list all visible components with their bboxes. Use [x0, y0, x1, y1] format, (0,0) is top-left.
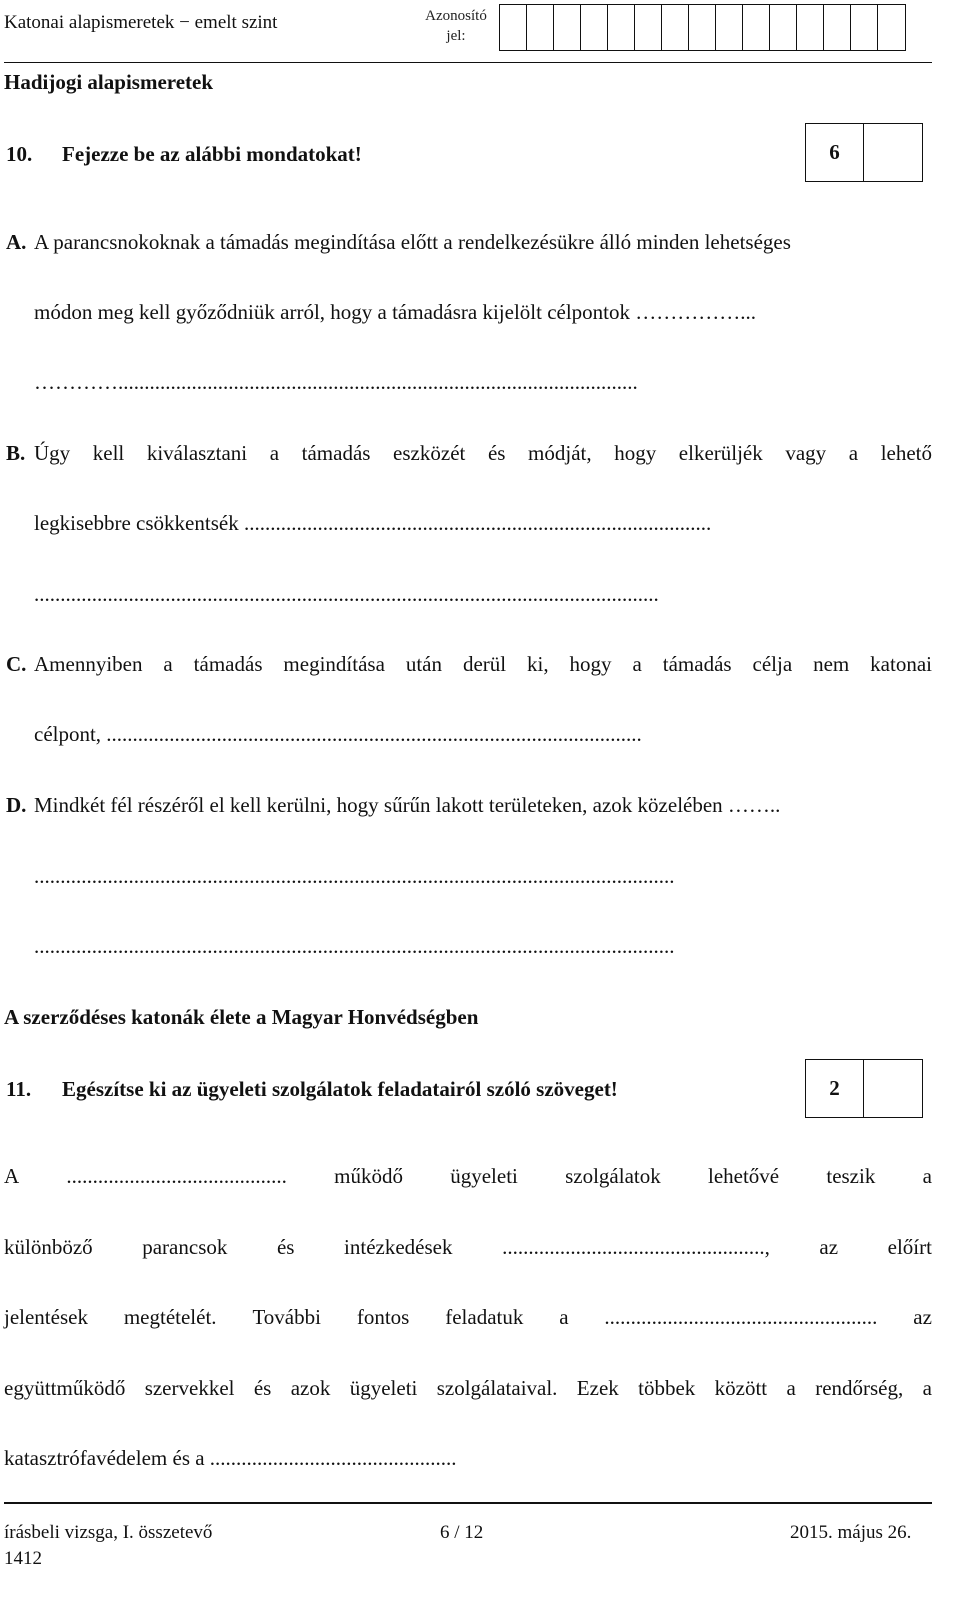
section-title: Hadijogi alapismeretek: [4, 70, 214, 94]
item-label: B.: [6, 441, 26, 465]
paragraph-line: együttműködő szervekkel és azok ügyeleti szolgálataival. Ezek többek között a rendőrség, a: [4, 1376, 932, 1400]
footer-left: írásbeli vizsga, I. összetevő: [4, 1522, 213, 1543]
id-box[interactable]: [527, 5, 554, 50]
footer-divider: [4, 1502, 932, 1504]
paragraph-line: különböző parancsok és intézkedések .................................................., az előírt: [4, 1235, 932, 1259]
id-box[interactable]: [581, 5, 608, 50]
item-label: A.: [6, 230, 27, 254]
answer-line[interactable]: ..........................................................................................................................: [34, 934, 675, 958]
id-box[interactable]: [824, 5, 851, 50]
id-box[interactable]: [662, 5, 689, 50]
id-box[interactable]: [797, 5, 824, 50]
item-text: célpont, ......................................................................................................: [34, 722, 642, 746]
earned-points-field[interactable]: [864, 1060, 922, 1117]
item-text: A parancsnokoknak a támadás megindítása előtt a rendelkezésükre álló minden lehetséges: [34, 230, 791, 254]
score-box[interactable]: [805, 1059, 923, 1118]
blank[interactable]: ....................................................: [604, 1305, 878, 1329]
max-points: 2: [806, 1060, 864, 1117]
blank[interactable]: ..........................................: [66, 1164, 287, 1188]
score-box[interactable]: [805, 123, 923, 182]
max-points: 6: [806, 124, 864, 181]
item-label: D.: [6, 793, 27, 817]
item-text: Amennyiben a támadás megindítása után derül ki, hogy a támadás célja nem katonai: [34, 652, 932, 676]
id-box[interactable]: [500, 5, 527, 50]
id-box[interactable]: [851, 5, 878, 50]
answer-line[interactable]: ..........................................................................................................................: [34, 864, 675, 888]
header-divider: [4, 62, 932, 63]
section-title: A szerződéses katonák élete a Magyar Honvédségben: [4, 1005, 479, 1029]
answer-line[interactable]: …………...................................................................................................: [34, 370, 638, 394]
page-number: 6 / 12: [440, 1522, 484, 1543]
question-number: 11.: [6, 1077, 32, 1101]
item-text: Úgy kell kiválasztani a támadás eszközét és módját, hogy elkerüljék vagy a lehető: [34, 441, 932, 465]
item-text: legkisebbre csökkentsék .........................................................................................: [34, 511, 712, 535]
item-label: C.: [6, 652, 27, 676]
footer-code: 1412: [4, 1548, 42, 1569]
id-box[interactable]: [878, 5, 905, 50]
paragraph-line: jelentések megtételét. További fontos feladatuk a .................................................... az: [4, 1305, 932, 1329]
blank[interactable]: ..................................................,: [502, 1235, 770, 1259]
item-text: módon meg kell győződniük arról, hogy a támadásra kijelölt célpontok ……………...: [34, 300, 757, 324]
question-prompt: Fejezze be az alábbi mondatokat!: [62, 142, 362, 166]
id-box-grid[interactable]: [499, 4, 906, 51]
id-box[interactable]: [608, 5, 635, 50]
id-box[interactable]: [689, 5, 716, 50]
earned-points-field[interactable]: [864, 124, 922, 181]
paragraph-line: A .......................................... működő ügyeleti szolgálatok lehetővé teszik a: [4, 1164, 932, 1188]
question-prompt: Egészítse ki az ügyeleti szolgálatok feladatairól szóló szöveget!: [62, 1077, 618, 1101]
id-box[interactable]: [716, 5, 743, 50]
question-number: 10.: [6, 142, 33, 166]
id-box[interactable]: [554, 5, 581, 50]
id-label: Azonosító jel:: [425, 8, 487, 44]
paragraph-line: katasztrófavédelem és a ...............................................: [4, 1446, 457, 1470]
id-box[interactable]: [770, 5, 797, 50]
id-box[interactable]: [635, 5, 662, 50]
id-box[interactable]: [743, 5, 770, 50]
header-title: Katonai alapismeretek − emelt szint: [4, 12, 278, 33]
answer-line[interactable]: .......................................................................................................................: [34, 582, 659, 606]
item-text: Mindkét fél részéről el kell kerülni, hogy sűrűn lakott területeken, azok közelében ……..: [34, 793, 781, 817]
footer-date: 2015. május 26.: [790, 1522, 912, 1543]
